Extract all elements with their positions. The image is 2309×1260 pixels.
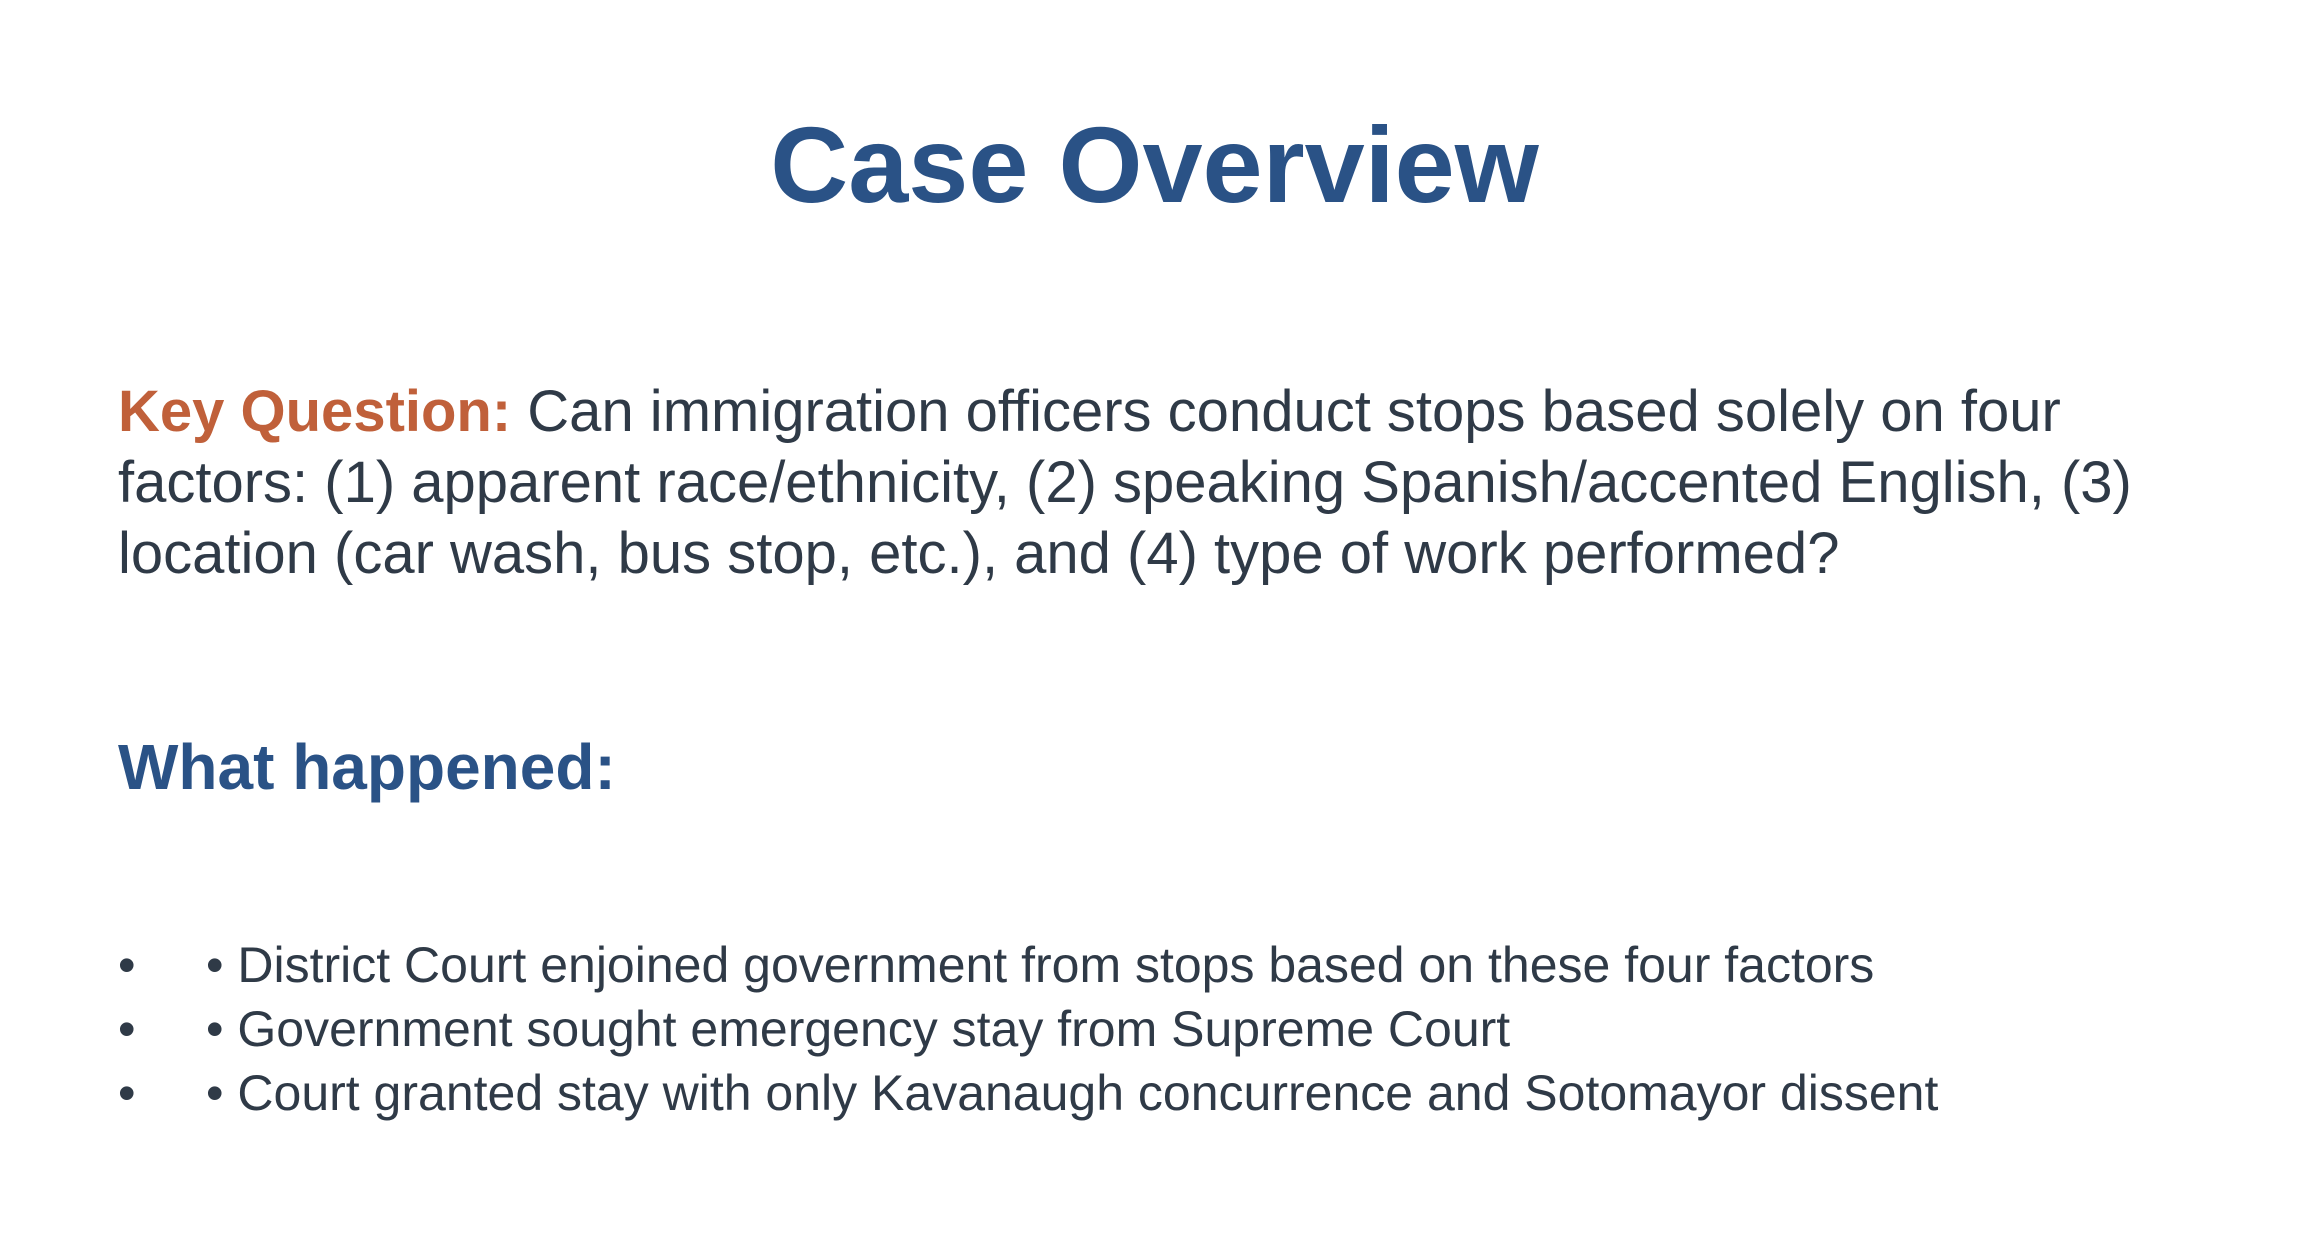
bullet-marker-icon: • <box>118 1065 136 1121</box>
slide-title: Case Overview <box>770 104 1539 225</box>
what-happened-heading: What happened: <box>118 731 616 803</box>
bullet-marker-icon: • <box>118 1001 136 1057</box>
bullet-marker-icon: • <box>118 937 136 993</box>
bullet-text: • District Court enjoined government from stops based on these four factors <box>206 937 1875 993</box>
key-question-text: Can immigration officers conduct stops based solely on four factors: (1) apparent race/ethnicity, (2) speaking Spanish/accented English, (3) location (car wash, bus stop, etc.), and (4) type of work performed? <box>118 379 2132 586</box>
list-item <box>118 1061 2218 1125</box>
key-question-paragraph <box>118 376 2218 589</box>
list-item <box>118 933 2218 997</box>
events-bullet-list <box>118 933 2218 1125</box>
list-item <box>118 997 2218 1061</box>
bullet-text: • Court granted stay with only Kavanaugh concurrence and Sotomayor dissent <box>206 1065 1939 1121</box>
bullet-text: • Government sought emergency stay from Supreme Court <box>206 1001 1511 1057</box>
key-question-label: Key Question: <box>118 379 512 444</box>
